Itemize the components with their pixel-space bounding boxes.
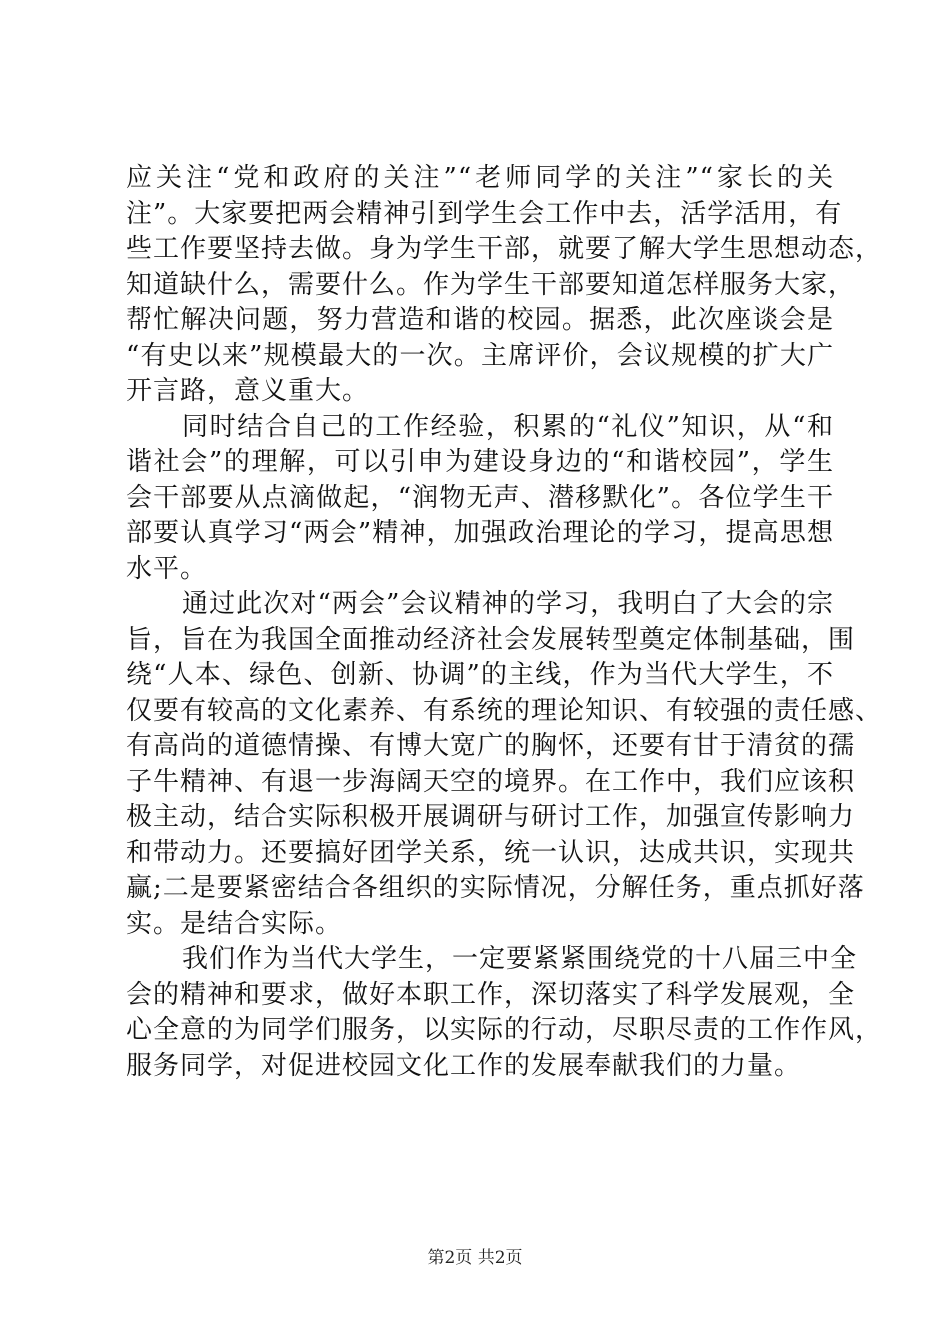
text-line: “有史以来”规模最大的一次。主席评价，会议规模的扩大广 xyxy=(126,340,834,371)
text-line: 有高尚的道德情操、有博大宽广的胸怀，还要有甘于清贫的孺 xyxy=(126,731,856,761)
text-line: 应关注“党和政府的关注”“老师同学的关注”“家长的关 xyxy=(126,163,834,193)
text-line: 会的精神和要求，做好本职工作，深切落实了科学发展观，全 xyxy=(126,979,856,1010)
text-line: 部要认真学习“两会”精神，加强政治理论的学习，提高思想 xyxy=(126,518,834,548)
text-line: 水平。 xyxy=(126,553,208,584)
text-line: 子牛精神、有退一步海阔天空的境界。在工作中，我们应该积 xyxy=(126,766,856,797)
paragraph-4 xyxy=(126,942,883,1084)
text-line: 会干部要从点滴做起，“润物无声、潜移默化”。各位学生干 xyxy=(126,482,834,513)
text-line: 通过此次对“两会”会议精神的学习，我明白了大会的宗 xyxy=(182,589,834,619)
text-line: 些工作要坚持去做。身为学生干部，就要了解大学生思想动态， xyxy=(126,234,883,264)
text-line: 旨，旨在为我国全面推动经济社会发展转型奠定体制基础，围 xyxy=(126,624,856,655)
page-number-footer: 第2页 共2页 xyxy=(427,1248,523,1268)
text-line: 我们作为当代大学生，一定要紧紧围绕党的十八届三中全 xyxy=(182,944,858,974)
paragraph-3 xyxy=(126,587,883,942)
document-body xyxy=(126,161,883,1084)
text-line: 极主动，结合实际积极开展调研与研讨工作，加强宣传影响力 xyxy=(126,802,856,832)
paragraph-1 xyxy=(126,161,883,410)
text-line: 服务同学，对促进校园文化工作的发展奉献我们的力量。 xyxy=(126,1050,802,1081)
text-line: 同时结合自己的工作经验，积累的“礼仪”知识，从“和 xyxy=(182,411,834,442)
text-line: 仅要有较高的文化素养、有系统的理论知识、有较强的责任感、 xyxy=(126,695,883,726)
paragraph-2 xyxy=(126,410,834,588)
text-line: 绕“人本、绿色、创新、协调”的主线，作为当代大学生，不 xyxy=(126,660,834,690)
text-line: 开言路，意义重大。 xyxy=(126,376,370,406)
text-line: 心全意的为同学们服务，以实际的行动，尽职尽责的工作作风， xyxy=(126,1015,883,1045)
text-line: 谐社会”的理解，可以引申为建设身边的“和谐校园”，学生 xyxy=(126,447,834,477)
text-line: 注”。大家要把两会精神引到学生会工作中去，活学活用，有 xyxy=(126,198,843,229)
text-line: 和带动力。还要搞好团学关系，统一认识，达成共识，实现共 xyxy=(126,837,856,868)
text-line: 赢;二是要紧密结合各组织的实际情况，分解任务，重点抓好落 xyxy=(126,873,865,903)
text-line: 实。是结合实际。 xyxy=(126,908,343,939)
text-line: 知道缺什么，需要什么。作为学生干部要知道怎样服务大家， xyxy=(126,269,856,300)
text-line: 帮忙解决问题，努力营造和谐的校园。据悉，此次座谈会是 xyxy=(126,305,834,335)
